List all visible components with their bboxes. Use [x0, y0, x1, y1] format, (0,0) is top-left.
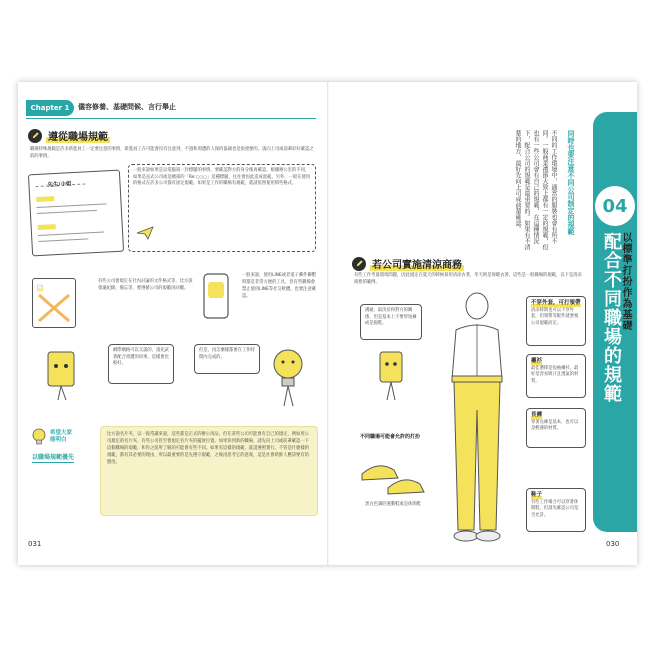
callout-text: 有些工作場合可以穿著休閒鞋，但請先確認公司是否允許。	[531, 499, 579, 518]
chapter-title: 儀容修養、基礎問候、言行舉止	[78, 103, 176, 111]
callout-trousers	[526, 408, 586, 448]
sneakers-icon	[358, 454, 430, 498]
pencil-icon	[28, 129, 42, 143]
callout-title: 鞋子	[531, 492, 543, 498]
memo-illustration	[28, 170, 124, 257]
smartphone-icon	[200, 270, 234, 324]
title-main: 配合不同職場的規範	[601, 232, 622, 403]
chapter-rule	[26, 118, 316, 119]
shoes-label: 不同職場可能會允許的打扮	[359, 434, 420, 440]
businessman-illustration	[442, 290, 512, 552]
document-illustration: 📄	[32, 278, 76, 328]
tip-label-1: 希望大家	[50, 430, 73, 436]
intro-paragraph: 職場特殊規範是許多新進員工一定要注意的事情，新進員工在可能會沒有注意到，不過和周遭的人保持協調也是很重要的。請向上司或前輩好好確認之前的事情。	[30, 147, 314, 159]
book-character-icon	[38, 340, 84, 406]
book-spread	[18, 82, 637, 565]
callout-text: 清涼時期也可以不穿外套，但領帶等配件就要視公司規範而定。	[531, 307, 579, 326]
section-heading-rules	[28, 128, 110, 143]
callout-title: 襯衫	[531, 358, 543, 364]
chapter-number: 04	[595, 186, 635, 226]
vertical-heading: 同時也要注意不同公司制定的規範	[567, 130, 575, 235]
lightbulb-character-icon	[268, 344, 308, 414]
callout-shirt	[526, 354, 586, 398]
cross-icon	[37, 293, 71, 323]
memo-explanation	[128, 164, 316, 252]
chapter-tab: Chapter 1	[26, 100, 74, 116]
speech-bubble-1	[108, 344, 174, 384]
tip-label-2: 能明白	[50, 437, 67, 443]
tip-badge	[32, 428, 72, 446]
bulb-icon	[32, 428, 46, 446]
memo-text: 一般來說如果是以電腦寫一封標題的事情，要確認對方的身分後再確認。根據辦公室的不同，如果是直式公司或是總部的「Re:○○○」這種標題，往往會因此造成混亂。另外，一般在使用的格式在許多公司都有固定規範。如果是工作的職場有規範，就請依照使用那些格式。	[133, 168, 311, 186]
title-sub: 以標準打扮作為基礎	[620, 232, 631, 331]
bubble-text: 溝通、取決於和對方的關係，但是基本上不要穿短褲或是拖鞋。	[365, 308, 417, 326]
bubble-text: 網際網路可以交談的，請先試著配合周遭的同事，這樣會比較好。	[113, 348, 169, 366]
callout-text: 最佳選擇是短袖襯衫，最好是容易吸汗且透氣的材質。	[531, 365, 579, 384]
tip-box	[100, 426, 318, 516]
section-title: 若公司實施清涼商務	[370, 256, 464, 271]
page-number-right: 030	[606, 540, 620, 548]
gutter	[327, 82, 329, 565]
pencil-icon	[352, 257, 366, 271]
speech-bubble-2	[194, 344, 260, 374]
callout-tie	[526, 296, 586, 346]
section-paragraph: 有些工作考量環境問題，因此規定在夏天的時候採用清涼衣著，冬天則是保暖衣著。這些是一般職場的規範，以下是清涼商務的範例。	[354, 273, 582, 285]
section-title: 遵從職場規範	[46, 128, 110, 143]
speech-bubble-3	[360, 304, 422, 340]
tip-rule: 以職場規範優先	[32, 454, 75, 461]
memo-name: 先生/小姐	[47, 181, 72, 189]
format-paragraph: 有些公司會規定在社內討論的文件格式等，比方說會議紀錄、備忘等，要遵循公司的規範再回覆。	[98, 279, 193, 291]
tip-text: 比方說名片夾，以一般常識來說，這些都是正式的辦公用品，但在某些公司可能會有自己的規定，例如用公司規定的名片夾，有些公司甚至會規定名片夾的擺放位置。如果你到新的職場，請先向上司或前輩確認一下這個職場的規範，和你之前所了解的可能會有些不同。如果有這樣的規範，就請遵照實行。不管是什麼樣的規範，都有其必要的理由，所以最重要的是先遵守規範，之後再思考它的意義，這是社會新鮮人應該要有的態度。	[107, 432, 309, 465]
callout-shoes	[526, 488, 586, 532]
book-character-icon	[374, 346, 408, 406]
line-paragraph: 一般來說，使用LINE或者電子郵件聯繫時都是非常方便的工具，但有些職場會禁止使用LINE等社交軟體，也要注意確認。	[242, 273, 317, 299]
bubble-text: 但是，再怎麼樣都要在工作時間內完成的。	[199, 348, 255, 360]
shoes-caption: 黑白色調的運動鞋或是休閒鞋	[365, 502, 421, 507]
callout-title: 長褲	[531, 412, 543, 418]
vertical-body: 不同的工作環境中，適當的服裝也會有所不同。一般商業禮節大致上都有一定的規範，但也有一些公司會有自己的規範，在這種情況下，配合公司的規範是最重要的。如果有不清楚的地方，最好先向上司或前輩確認。	[514, 130, 557, 250]
callout-text: 穿著長褲是基本，也可以是輕薄的材質。	[531, 419, 579, 431]
paper-plane-icon	[136, 226, 154, 240]
page-number-left: 031	[28, 540, 42, 548]
section-heading-cool-biz	[352, 256, 464, 271]
callout-title: 不穿外套，可打領帶	[531, 300, 581, 306]
